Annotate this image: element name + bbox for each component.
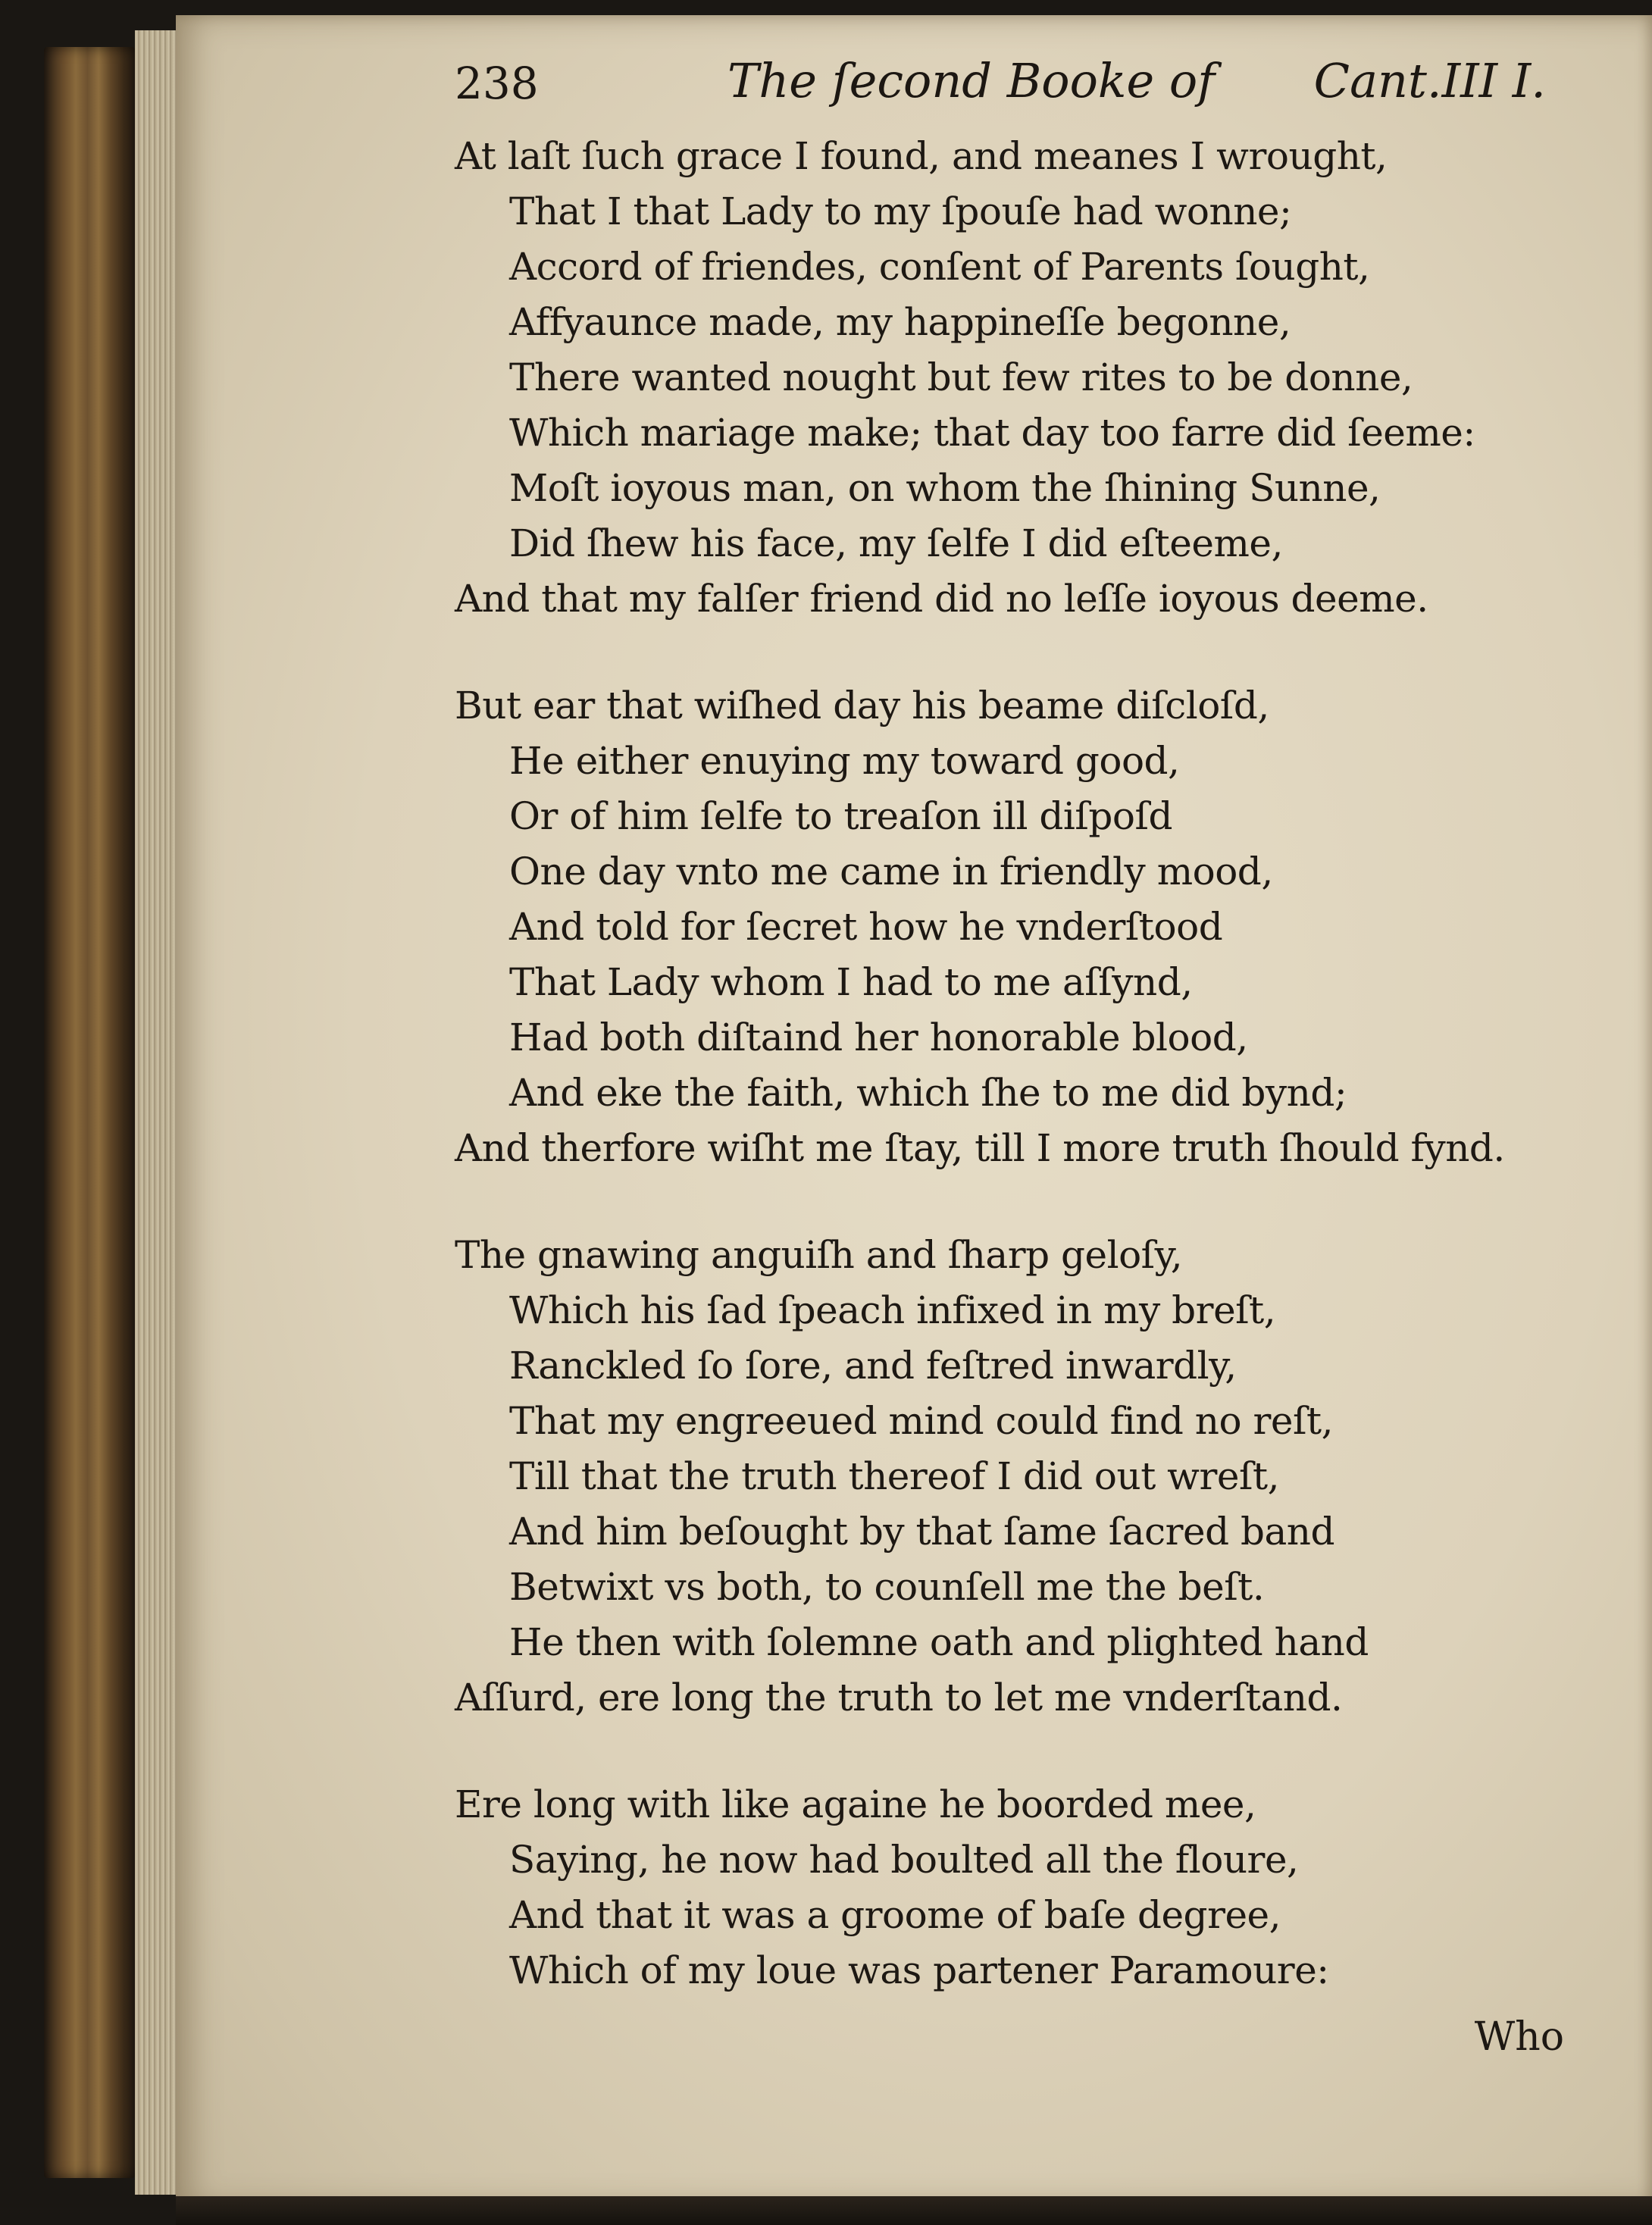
verse-line: And therfore wiſht me ſtay, till I more truth ſhould fynd. <box>455 1126 1505 1170</box>
verse-line: And told for ſecret how he vnderſtood <box>509 905 1223 949</box>
verse-line: That I that Lady to my ſpouſe had wonne; <box>509 189 1292 233</box>
page-stack-edge <box>135 30 180 2195</box>
stanza <box>455 1777 1569 1998</box>
verse-line: Which mariage make; that day too farre did ſeeme: <box>509 411 1475 455</box>
verse-line: That Lady whom I had to me aſſynd, <box>509 960 1193 1004</box>
verse-line: Ere long with like againe he boorded mee, <box>455 1782 1256 1826</box>
verse-line: Moſt ioyous man, on whom the ſhining Sunne, <box>509 466 1381 510</box>
catchword: Who <box>1474 2014 1564 2060</box>
verse-line: He then with ſolemne oath and plighted hand <box>509 1620 1369 1664</box>
page-number: 238 <box>455 58 539 109</box>
verse-line: And that my falſer friend did no leſſe ioyous deeme. <box>455 577 1428 621</box>
verse-line: Ranckled ſo ſore, and feſtred inwardly, <box>509 1344 1237 1388</box>
running-title: The ſecond Booke of <box>727 53 1216 108</box>
verse-line: And him beſought by that ſame ſacred band <box>509 1510 1334 1554</box>
verse-line: And eke the faith, which ſhe to me did bynd; <box>509 1071 1347 1115</box>
verse-line: Aſſurd, ere long the truth to let me vnderſtand. <box>455 1676 1343 1720</box>
running-head <box>455 44 1546 127</box>
verse-line: Did ſhew his face, my ſelfe I did eſteeme, <box>509 521 1283 565</box>
verse-line: Betwixt vs both, to counſell me the beſt. <box>509 1565 1265 1609</box>
verse-line: Which his ſad ſpeach infixed in my breſt, <box>509 1288 1276 1332</box>
poem-text <box>455 129 1569 2050</box>
verse-line: He either enuying my toward good, <box>509 739 1180 783</box>
verse-line: Affyaunce made, my happineſſe begonne, <box>509 300 1291 344</box>
verse-line: But ear that wiſhed day his beame diſcloſd, <box>455 684 1269 728</box>
stanza <box>455 1228 1569 1726</box>
verse-line: And that it was a groome of baſe degree, <box>509 1893 1281 1937</box>
verse-line: Till that the truth thereof I did out wreſt, <box>509 1454 1279 1498</box>
gilded-page-edge <box>44 47 135 2178</box>
verse-line: Saying, he now had boulted all the floure, <box>509 1838 1299 1882</box>
verse-line: That my engreeued mind could find no reſt, <box>509 1399 1333 1443</box>
canto-label: Cant.III I. <box>1313 53 1546 108</box>
verse-line: At laſt ſuch grace I found, and meanes I wrought, <box>455 134 1388 178</box>
verse-line: Which of my loue was partener Paramoure: <box>509 1948 1329 1992</box>
verse-line: Accord of friendes, conſent of Parents ſought, <box>509 245 1370 289</box>
verse-line: Or of him ſelfe to treaſon ill diſpoſd <box>509 794 1173 838</box>
verse-line: Had both diſtaind her honorable blood, <box>509 1015 1248 1059</box>
verse-line: There wanted nought but few rites to be donne, <box>509 355 1413 399</box>
verse-line: One day vnto me came in friendly mood, <box>509 850 1273 893</box>
stanza <box>455 678 1569 1176</box>
stanza <box>455 129 1569 627</box>
page-bottom-shadow <box>176 2196 1652 2225</box>
verse-line: The gnawing anguiſh and ſharp geloſy, <box>455 1233 1183 1277</box>
